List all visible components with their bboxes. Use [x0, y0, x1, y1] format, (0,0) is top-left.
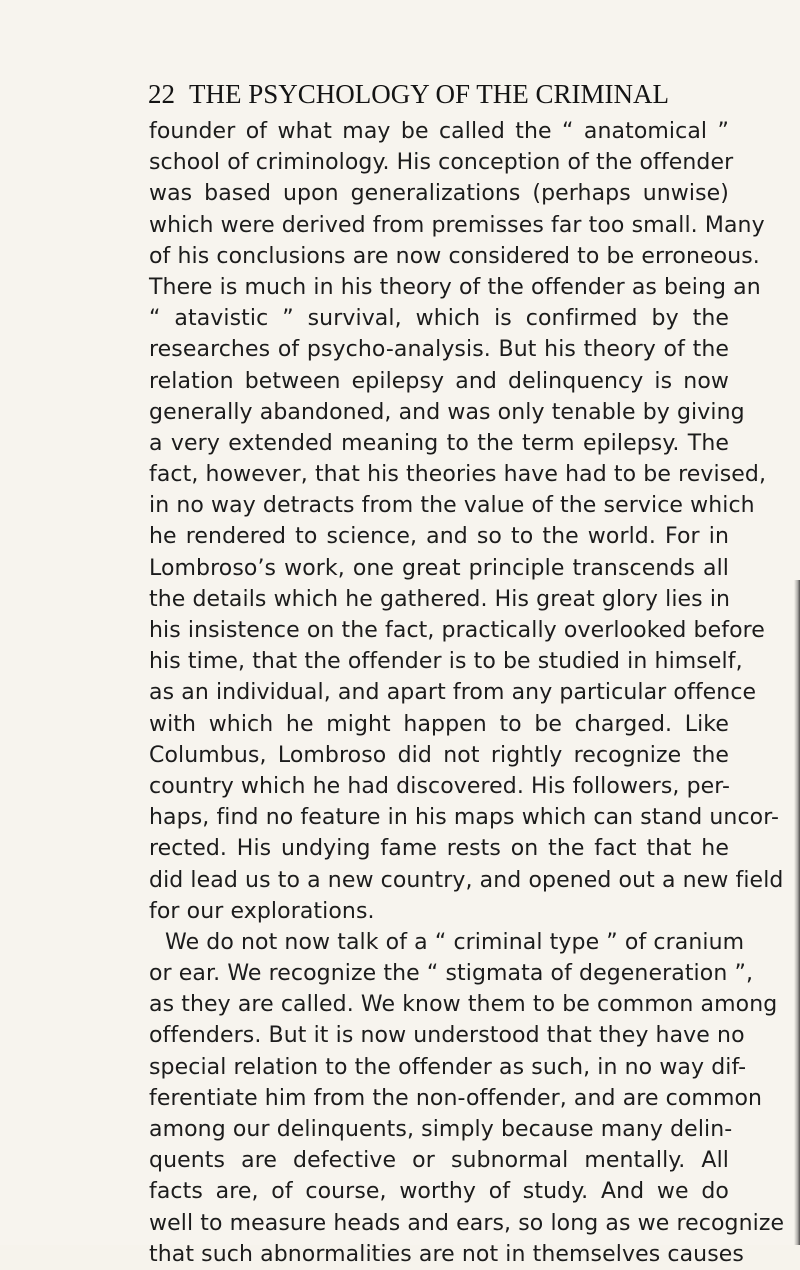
text-line: in no way detracts from the value of the service which [149, 493, 755, 519]
running-title: THE PSYCHOLOGY OF THE CRIMINAL [189, 79, 670, 109]
page-number: 22 [148, 79, 175, 109]
text-line: haps, find no feature in his maps which can stand uncor- [149, 805, 779, 831]
text-line: the details which he gathered. His great glory lies in [149, 586, 731, 612]
running-header [148, 74, 728, 114]
text-line: Lombroso’s work, one great principle transcends all [149, 555, 729, 581]
text-line: generally abandoned, and was only tenable by giving [149, 399, 745, 425]
text-line: he rendered to science, and so to the world. For in [149, 524, 729, 550]
text-line: ferentiate him from the non-offender, and are common [149, 1085, 763, 1111]
text-line: of his conclusions are now considered to be erroneous. [149, 243, 760, 269]
text-line: a very extended meaning to the term epilepsy. The [149, 430, 729, 456]
page-edge-shadow [794, 580, 800, 1245]
body-text [149, 116, 785, 1270]
text-line: with which he might happen to be charged. Like [149, 711, 729, 737]
text-line: rected. His undying fame rests on the fact that he [149, 836, 729, 862]
text-line: facts are, of course, worthy of study. And we do [149, 1179, 729, 1205]
text-line: There is much in his theory of the offender as being an [149, 274, 761, 300]
text-line: was based upon generalizations (perhaps unwise) [149, 181, 729, 207]
text-line: quents are defective or subnormal mentally. All [149, 1148, 729, 1174]
text-line: founder of what may be called the “ anatomical ” [149, 119, 729, 144]
text-line: well to measure heads and ears, so long as we recognize [149, 1210, 785, 1236]
text-line: as an individual, and apart from any particular offence [149, 680, 757, 706]
text-line: which were derived from premisses far too small. Many [149, 212, 765, 238]
text-line: “ atavistic ” survival, which is confirmed by the [149, 306, 729, 332]
text-line: his insistence on the fact, practically overlooked before [149, 618, 765, 643]
text-line: did lead us to a new country, and opened out a new field [149, 867, 784, 893]
text-line: offenders. But it is now understood that they have no [149, 1023, 745, 1049]
text-line: Columbus, Lombroso did not rightly recognize the [149, 742, 729, 768]
text-line: that such abnormalities are not in themselves causes [149, 1241, 744, 1267]
text-line: among our delinquents, simply because many delin- [149, 1117, 733, 1142]
text-line: relation between epilepsy and delinquency is now [149, 368, 729, 394]
text-line: as they are called. We know them to be common among [149, 992, 778, 1018]
text-line: We do not now talk of a “ criminal type ” of cranium [165, 929, 745, 955]
text-line: fact, however, that his theories have had to be revised, [149, 462, 767, 488]
text-line: or ear. We recognize the “ stigmata of degeneration ”, [149, 961, 754, 987]
text-line: for our explorations. [149, 898, 375, 924]
text-line: special relation to the offender as such, in no way dif- [149, 1054, 747, 1080]
text-line: school of criminology. His conception of the offender [149, 150, 734, 176]
text-line: researches of psycho-analysis. But his theory of the [149, 337, 729, 363]
text-line: country which he had discovered. His followers, per- [149, 773, 731, 799]
text-line: his time, that the offender is to be studied in himself, [149, 649, 743, 675]
